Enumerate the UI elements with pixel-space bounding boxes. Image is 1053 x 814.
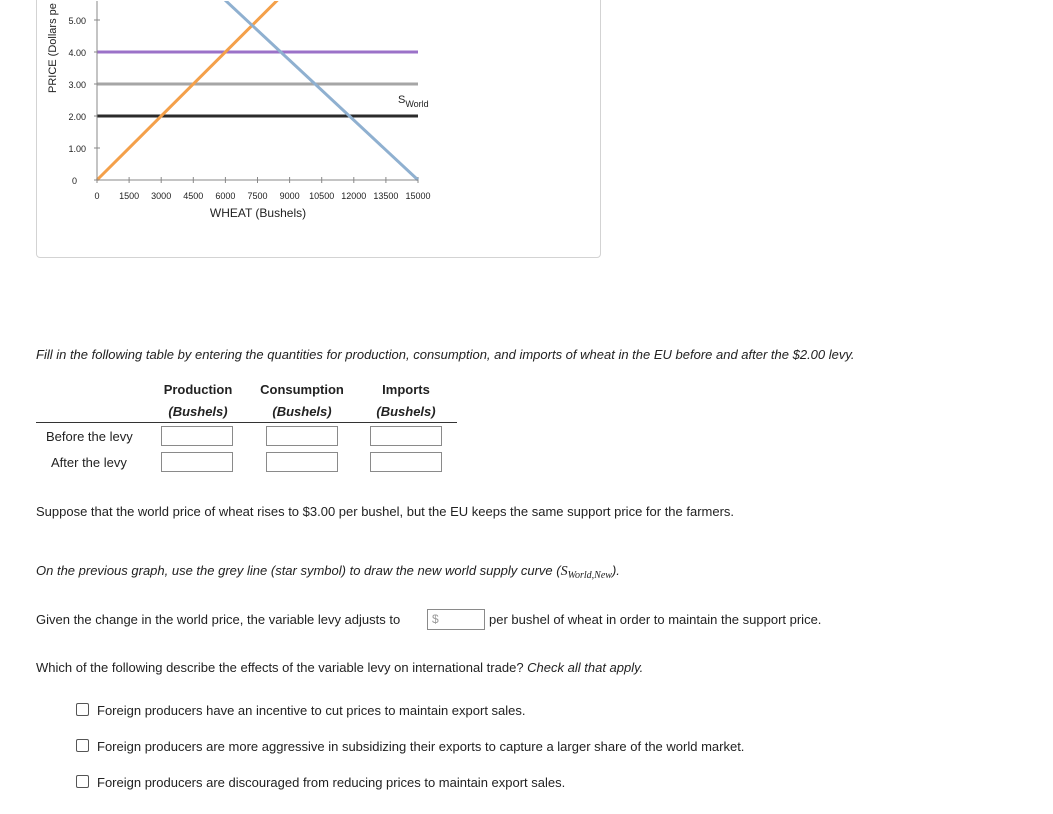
row-label-before: Before the levy	[46, 429, 133, 444]
y-tick-label: 3.00	[68, 80, 86, 90]
graph-panel	[36, 0, 601, 258]
option-3-label[interactable]: Foreign producers are discouraged from reducing prices to maintain export sales.	[97, 775, 566, 790]
dollar-sign: $	[432, 612, 439, 626]
effects-hint: Check all that apply.	[527, 660, 644, 675]
header-production-unit: (Bushels)	[168, 404, 228, 419]
after-production-input[interactable]	[161, 452, 233, 472]
s-world-label: $S_{World}$	[398, 94, 429, 109]
x-axis-title: WHEAT (Bushels)	[209, 206, 307, 220]
option-1-label[interactable]: Foreign producers have an incentive to cut prices to maintain export sales.	[97, 703, 526, 718]
x-tick-label: 12000	[341, 191, 367, 201]
row-label-after: After the levy	[51, 455, 127, 470]
header-imports: Imports	[382, 382, 430, 397]
x-tick-label: 15000	[405, 191, 431, 201]
levy-suffix-text: per bushel of wheat in order to maintain the support price.	[489, 612, 822, 627]
x-tick-label: 10500	[309, 191, 335, 201]
x-tick-label: 4500	[183, 191, 204, 201]
effects-question: Which of the following describe the effects of the variable levy on international trade? Check all that apply.	[36, 660, 644, 675]
option-2-label[interactable]: Foreign producers are more aggressive in subsidizing their exports to capture a larger share of the world market.	[97, 739, 745, 754]
y-axis-title: PRICE (Dollars pe	[47, 3, 59, 93]
x-tick-label: 0	[94, 191, 100, 201]
x-tick-label: 1500	[119, 191, 140, 201]
quantities-table	[36, 378, 457, 478]
option-3-checkbox[interactable]	[76, 775, 89, 788]
y-tick-label: 5.00	[68, 16, 86, 26]
option-1-checkbox[interactable]	[76, 703, 89, 716]
y-tick-label: 1.00	[68, 144, 86, 154]
y-tick-label: 0	[71, 176, 77, 186]
wheat-market-graph[interactable]	[36, 1, 601, 258]
before-imports-input[interactable]	[370, 426, 442, 446]
y-tick-label: 2.00	[68, 112, 86, 122]
header-imports-unit: (Bushels)	[376, 404, 436, 419]
levy-prefix-text: Given the change in the world price, the variable levy adjusts to	[36, 612, 401, 627]
header-consumption-unit: (Bushels)	[272, 404, 332, 419]
world-price-statement: Suppose that the world price of wheat rises to $3.00 per bushel, but the EU keeps the same support price for the farmers.	[36, 504, 735, 519]
x-tick-label: 13500	[373, 191, 399, 201]
before-consumption-input[interactable]	[266, 426, 338, 446]
after-consumption-input[interactable]	[266, 452, 338, 472]
x-tick-label: 9000	[279, 191, 300, 201]
fill-table-instruction: Fill in the following table by entering the quantities for production, consumption, and imports of wheat in the EU before and after the $2.00 levy.	[36, 347, 855, 362]
x-tick-label: 7500	[247, 191, 268, 201]
y-tick-label: 4.00	[68, 48, 86, 58]
levy-amount-input[interactable]	[442, 611, 482, 627]
x-tick-label: 3000	[151, 191, 172, 201]
header-production: Production	[163, 382, 233, 397]
after-imports-input[interactable]	[370, 452, 442, 472]
draw-instruction: On the previous graph, use the grey line (star symbol) to draw the new world supply curve $(S_{World,New})$.	[36, 563, 620, 581]
levy-amount-field[interactable]	[427, 609, 485, 630]
option-2-checkbox[interactable]	[76, 739, 89, 752]
table-divider	[36, 422, 457, 423]
x-tick-label: 6000	[215, 191, 236, 201]
before-production-input[interactable]	[161, 426, 233, 446]
header-consumption: Consumption	[260, 382, 344, 397]
